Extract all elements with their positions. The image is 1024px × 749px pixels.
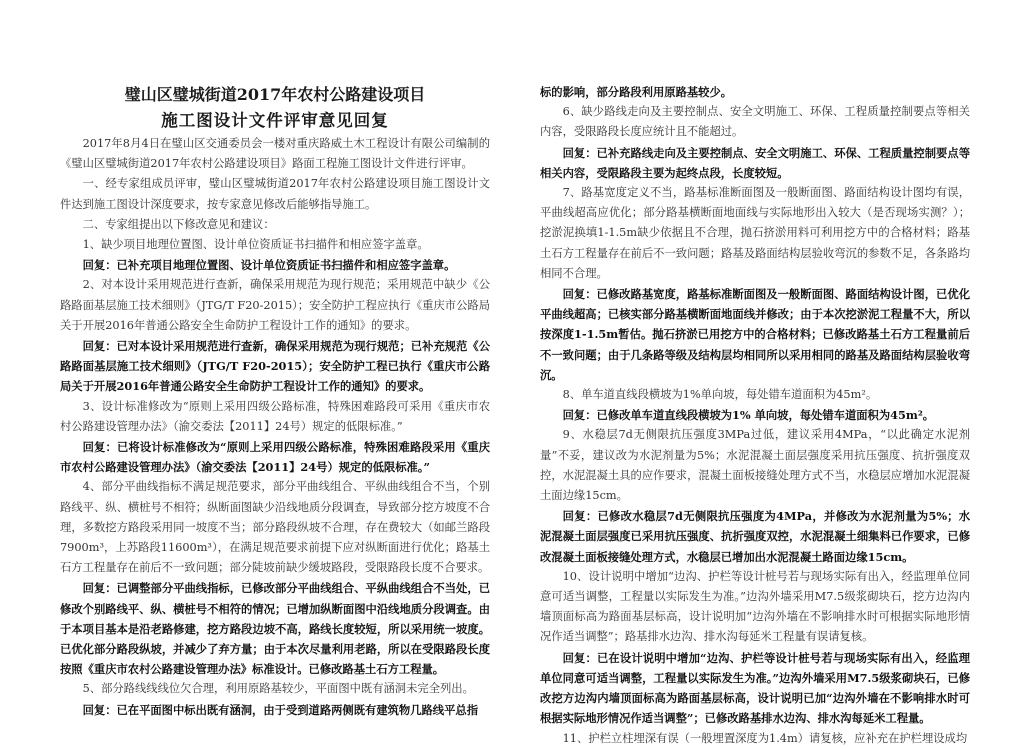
comment-paragraph: 11、护栏立柱埋深有误（一般埋置深度为1.4m）请复核，应补充在护栏埋设成均 xyxy=(562,731,968,745)
comment-paragraph: 8、单车道直线段横坡为1%单向坡，每处错车道面积为45m²。 xyxy=(562,388,878,402)
reply-paragraph: 回复：已补充路线走向及主要控制点、安全文明施工、环保、工程质量控制要点等相关内容，受限路段主要为起终点段，长度较短。 xyxy=(540,145,970,180)
reply-paragraph: 回复：已在平面图中标出既有涵洞，由于受到道路两侧既有建筑物几路线平总指 xyxy=(82,702,478,717)
right-body xyxy=(540,82,970,749)
document-title: 璧山区璧城街道2017年农村公路建设项目 xyxy=(124,85,426,104)
comment-paragraph: 6、缺少路线走向及主要控制点、安全文明施工、环保、工程质量控制要点等相关内容，受限路段长度应统计且不能超过。 xyxy=(540,105,970,139)
left-body xyxy=(60,134,490,720)
reply-paragraph: 回复：已修改路基宽度，路基标准断面图及一般断面图、路面结构设计图，已优化平曲线超高；已核实部分路基横断面地面线并修改；由于本次挖淤泥工程量不大，所以按深度1-1.5m暂估。抛石挤淤已用挖方中的合格材料；已修改路基土石方工程量前后不一致问题；由于几条路等级及结构层均相同所以采用相同的路基及路面结构层验收弯沉。 xyxy=(540,287,970,382)
reply-paragraph: 回复：已对本设计采用规范进行查新，确保采用规范为现行规范；已补充规范《公路路面基层施工技术细则》（JTG/T F20-2015）；安全防护工程已执行《重庆市公路局关于开展2016年普通公路安全生命防护工程设计工作的通知》的要求。 xyxy=(60,339,490,394)
comment-paragraph: 5、部分路线线线位欠合理，利用原路基较少，平面图中既有涵洞未完全列出。 xyxy=(82,682,474,696)
reply-paragraph: 回复：已在设计说明中增加“边沟、护栏等设计桩号若与现场实际有出入，经监理单位同意可适当调整，工程量以实际发生为准。”边沟外墙采用M7.5级浆砌块石，已修改挖方边沟内墙顶面标高为路面基层标高，设计说明已加“边沟外墙在不影响排水时可根据实际地形情况作适当调整”；已修改路基排水边沟、排水沟每延米工程量。 xyxy=(540,650,970,726)
document-subtitle: 施工图设计文件评审意见回复 xyxy=(161,111,389,130)
comment-paragraph: 2、对本设计采用规范进行查新，确保采用规范为现行规范；采用规范中缺少《公路路面基层施工技术细则》（JTG/T F20-2015）；安全防护工程应执行《重庆市公路局关于开展2016年普通公路安全生命防护工程设计工作的通知》的要求。 xyxy=(60,278,490,332)
reply-paragraph: 回复：已将设计标准修改为“原则上采用四级公路标准，特殊困难路段采用《重庆市农村公路建设管理办法》（渝交委法【2011】24号）规定的低限标准。” xyxy=(60,440,490,475)
comment-paragraph: 10、设计说明中增加“边沟、护栏等设计桩号若与现场实际有出入，经监理单位同意可适当调整，工程量以实际发生为准。”边沟外墙采用M7.5级浆砌块石，挖方边沟内墙顶面标高为路面基层标高，设计说明加“边沟外墙在不影响排水时可根据实际地形情况作适当调整”；路基排水边沟、排水沟每延米工程量有误请复核。 xyxy=(540,569,970,644)
comment-paragraph: 9、水稳层7d无侧限抗压强度3MPa过低，建议采用4MPa，“以此确定水泥剂量”不妥，建议改为水泥剂量为5%；水泥混凝土面层强度采用抗压强度、抗折强度双控，水泥混凝土具的应作要求，混凝土面板接缝处理方式不当，水稳层应增加水泥混凝土面边缘15cm。 xyxy=(540,428,970,503)
comment-paragraph: 2017年8月4日在璧山区交通委员会一楼对重庆路威土木工程设计有限公司编制的《璧山区璧城街道2017年农村公路建设项目》路面工程施工图设计文件进行评审。 xyxy=(60,137,490,171)
comment-paragraph: 1、缺少项目地理位置图、设计单位资质证书扫描件和相应签字盖章。 xyxy=(82,238,429,252)
reply-paragraph: 回复：已修改水稳层7d无侧限抗压强度为4MPa，并修改为水泥剂量为5%；水泥混凝土面层强度已采用抗压强度、抗折强度双控，水泥混凝土细集料已作要求，已修改混凝土面板接缝处理方式，水稳层已增加出水泥混凝土路面边缘15cm。 xyxy=(540,509,970,564)
left-column xyxy=(60,76,490,720)
comment-paragraph: 3、设计标准修改为“原则上采用四级公路标准，特殊困难路段可采用《重庆市农村公路建设管理办法》（渝交委法【2011】24号）规定的低限标准。” xyxy=(60,399,490,433)
reply-paragraph: 标的影响，部分路段利用原路基较少。 xyxy=(540,85,733,99)
reply-paragraph: 回复：已修改单车道直线段横坡为1% 单向坡，每处错车道面积为45m²。 xyxy=(562,408,935,423)
comment-paragraph: 一、经专家组成员评审，璧山区璧城街道2017年农村公路建设项目施工图设计文件达到施工图设计深度要求，按专家意见修改后能够指导施工。 xyxy=(60,177,490,211)
reply-paragraph: 回复：已调整部分平曲线指标，已修改部分平曲线组合、平纵曲线组合不当处，已修改个别路线平、纵、横桩号不相符的情况；已增加纵断面图中沿线地质分段调查。由于本项目基本是沿老路修建，挖方路段边坡不高，路线长度较短，所以采用统一坡度。已优化部分路段纵坡，并减少了弃方量；由于本次尽量利用老路，所以在受限路段长度按照《重庆市农村公路建设管理办法》标准设计。已修改路基土石方工程量。 xyxy=(60,581,490,677)
comment-paragraph: 二、专家组提出以下修改意见和建议： xyxy=(82,217,275,231)
right-column xyxy=(540,82,970,749)
comment-paragraph: 7、路基宽度定义不当，路基标准断面图及一般断面图、路面结构设计图均有误，平曲线超高应优化；部分路基横断面地面线与实际地形出入较大（是否现场实测？）；挖淤泥换填1-1.5m缺少依据且不合理，抛石挤淤用料可利用挖方中的合格材料；路基土石方工程量存在前后不一致问题；路基及路面结构层验收弯沉的参数不足，各条路均相同不合理。 xyxy=(540,186,970,280)
reply-paragraph: 回复：已补充项目地理位置图、设计单位资质证书扫描件和相应签字盖章。 xyxy=(82,258,456,273)
comment-paragraph: 4、部分平曲线指标不满足规范要求，部分平曲线组合、平纵曲线组合不当，个别路线平、纵、横桩号不相符；纵断面图缺少沿线地质分段调查，导致部分挖方坡度不合理，多数挖方路段采用同一坡度不当；部分路段纵坡不合理，存在费较大（如邮兰路段7900m³，上苏路段11600m³），在满足规范要求前提下应对纵断面进行优化；路基土石方工程量存在前后不一致问题；部分陡坡前缺少缓坡路段，受限路段长度不合要求。 xyxy=(60,480,490,575)
